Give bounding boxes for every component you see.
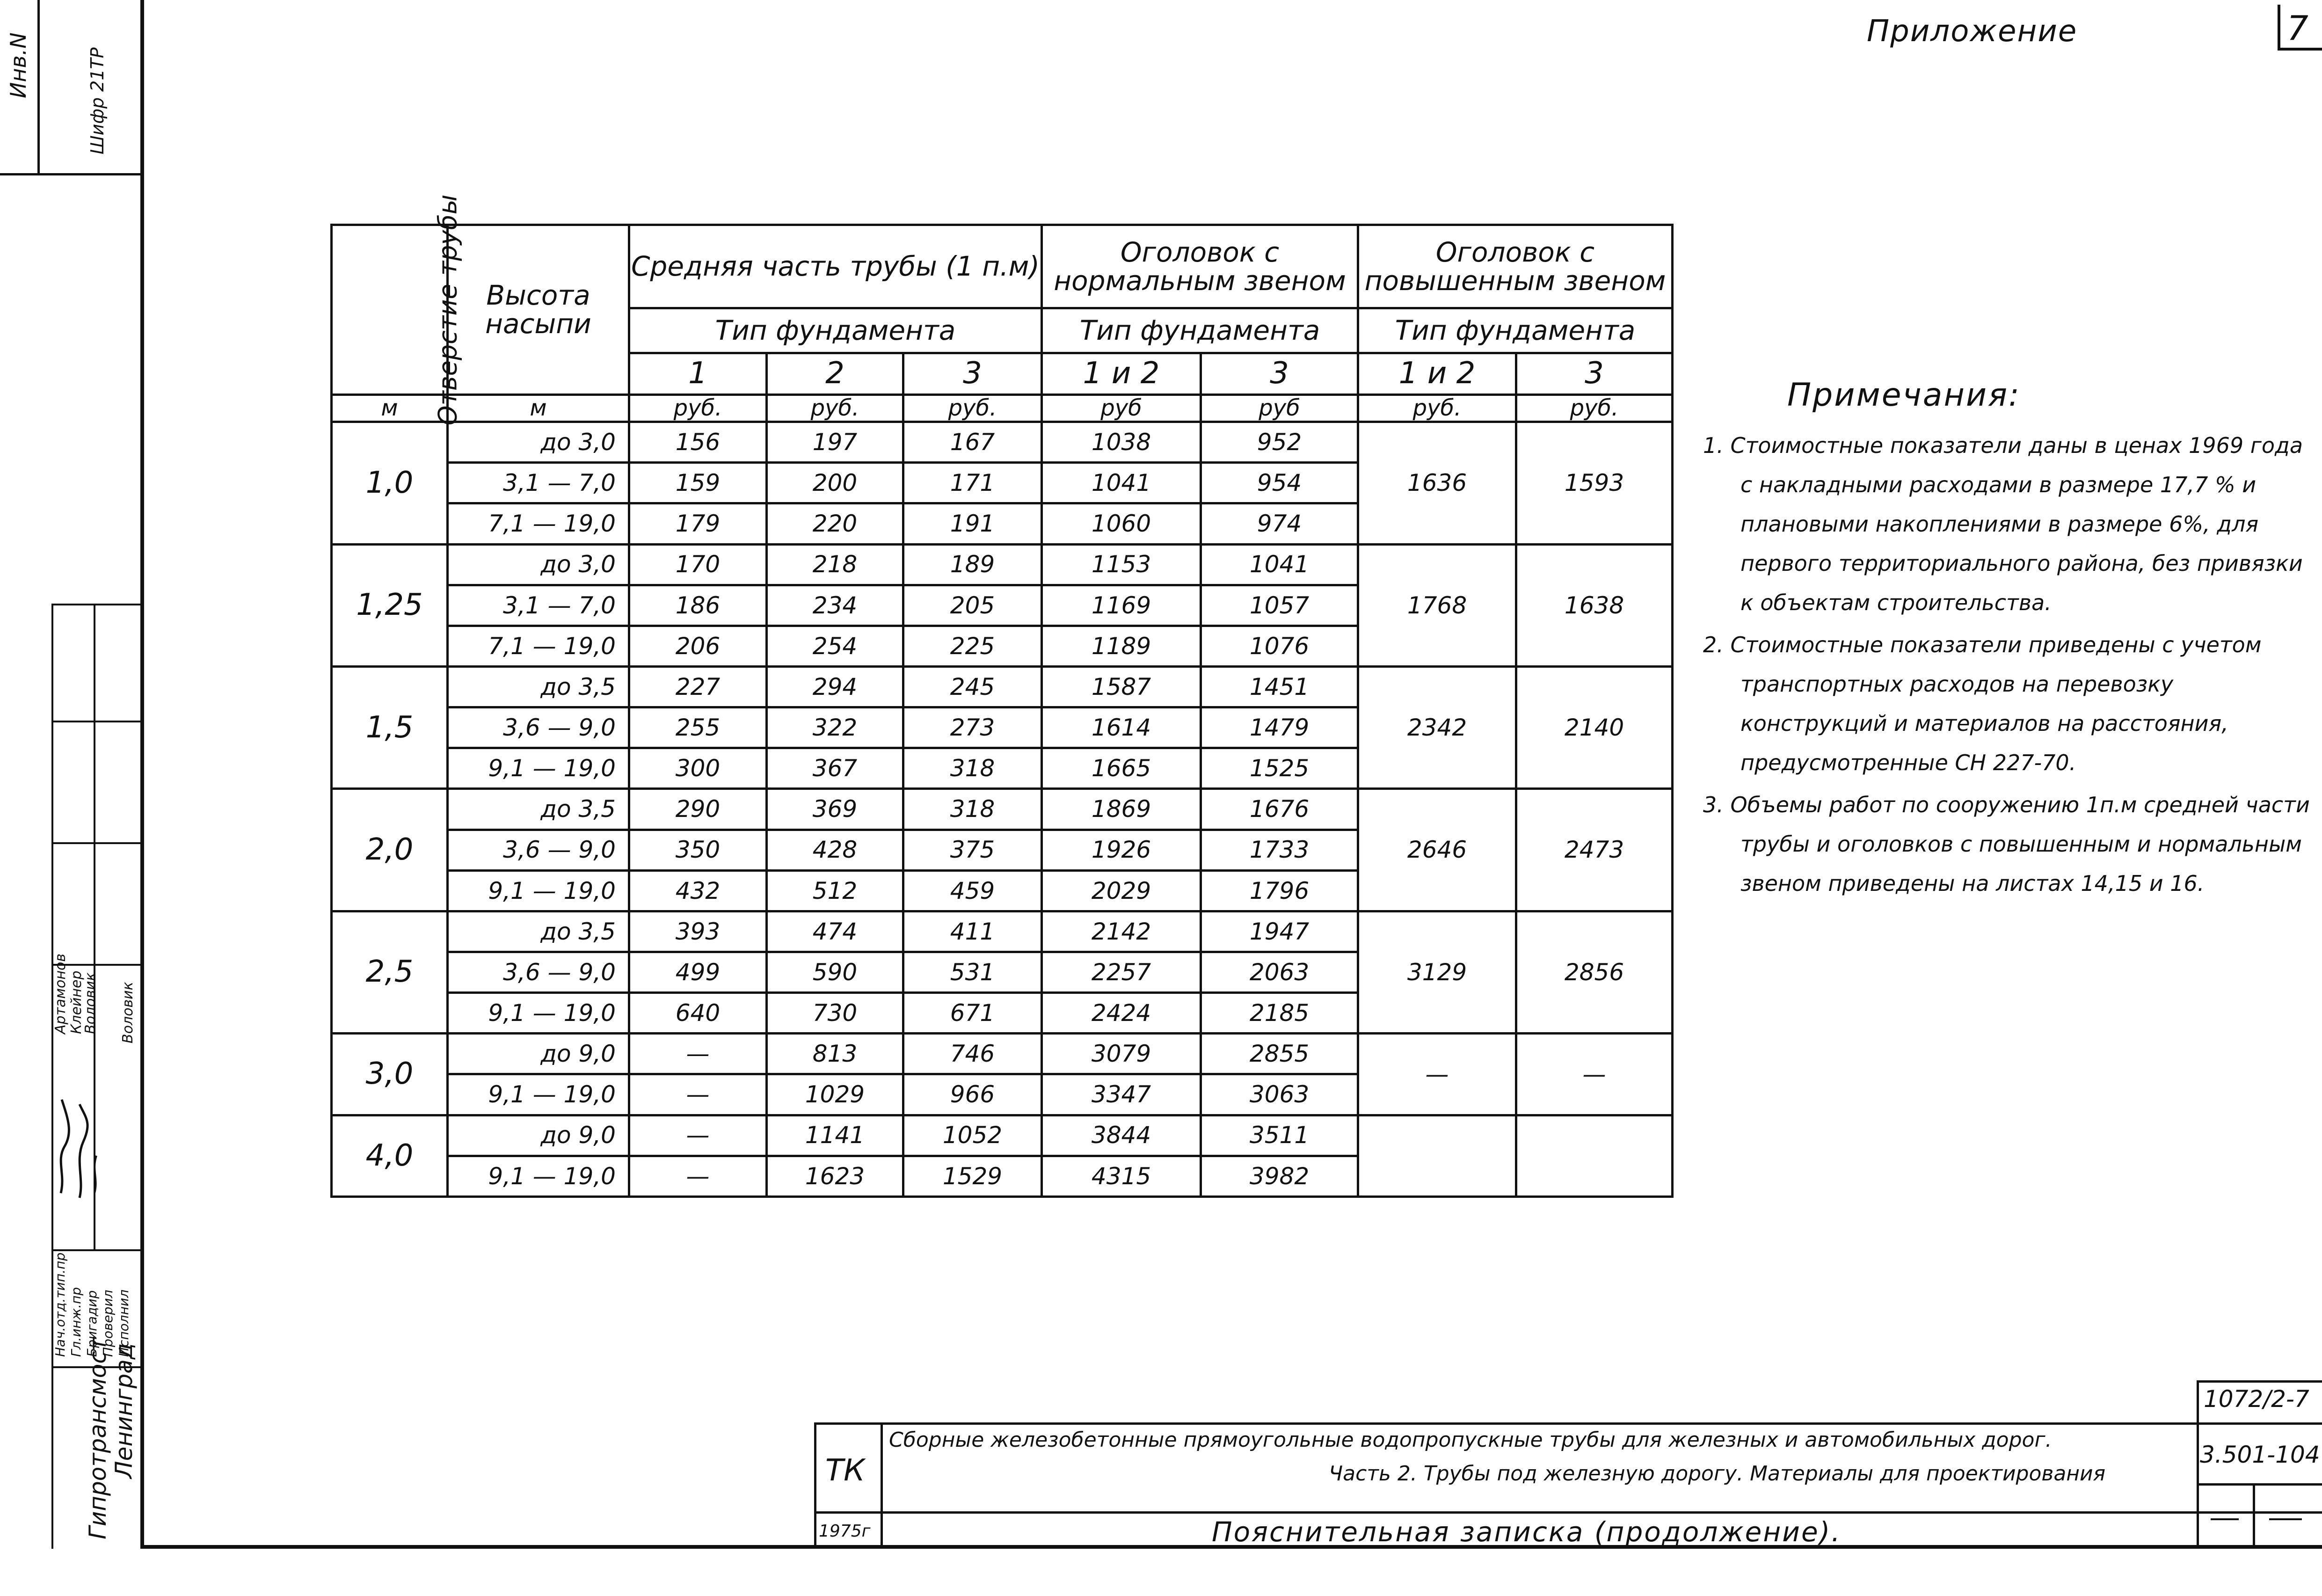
cost-cell: 318	[903, 748, 1042, 789]
cost-cell: 1153	[1042, 544, 1201, 585]
cost-cell: 300	[629, 748, 767, 789]
raised-head-cost-cell: 2856	[1516, 911, 1673, 1033]
name-label: Артамонов	[52, 953, 69, 1034]
cost-cell: 1029	[767, 1074, 903, 1115]
cost-cell: 350	[629, 830, 767, 870]
raised-head-cost-cell: 2140	[1516, 667, 1673, 789]
cost-cell: 1189	[1042, 626, 1201, 666]
cost-cell: 290	[629, 789, 767, 830]
cost-cell: 1041	[1201, 544, 1358, 585]
cost-cell: 206	[629, 626, 767, 666]
raised-head-cost-cell: 1593	[1516, 422, 1673, 544]
cost-cell: 531	[903, 952, 1042, 993]
cost-cell: 191	[903, 503, 1042, 544]
cost-cell: 220	[767, 503, 903, 544]
type-label: 3	[1516, 353, 1673, 394]
foundation-type-header: Тип фундамента	[629, 308, 1042, 353]
cost-cell: 171	[903, 463, 1042, 503]
cost-cell: 2029	[1042, 870, 1201, 911]
raised-head-cost-cell: 1636	[1358, 422, 1516, 544]
role-label: Бригадир	[84, 1290, 100, 1357]
cost-cell: 3079	[1042, 1034, 1201, 1074]
height-range-cell: до 3,0	[448, 422, 629, 463]
cost-cell: 2063	[1201, 952, 1358, 993]
cost-cell: 1623	[767, 1156, 903, 1196]
role-label: Исполнил	[116, 1289, 131, 1357]
left-strip	[0, 0, 140, 1549]
cost-cell: 3347	[1042, 1074, 1201, 1115]
cost-cell: —	[629, 1156, 767, 1196]
unit-label: руб.	[629, 395, 767, 422]
cost-cell: 3063	[1201, 1074, 1358, 1115]
cost-cell: 671	[903, 993, 1042, 1034]
cost-cell: 2855	[1201, 1034, 1358, 1074]
cost-cell: 1869	[1042, 789, 1201, 830]
sheet-number: 7	[2287, 8, 2308, 48]
unit-label: руб	[1201, 395, 1358, 422]
cost-cell: —	[629, 1034, 767, 1074]
inv-label: Инв.N	[6, 32, 31, 98]
hole-size-cell: 2,0	[332, 789, 448, 911]
cost-cell: 1060	[1042, 503, 1201, 544]
height-range-cell: 9,1 — 19,0	[448, 993, 629, 1034]
cost-cell: 590	[767, 952, 903, 993]
cost-cell: 1141	[767, 1115, 903, 1156]
cost-cell: 459	[903, 870, 1042, 911]
cost-cell: 3982	[1201, 1156, 1358, 1196]
cost-cell: 952	[1201, 422, 1358, 463]
unit-label: руб.	[903, 395, 1042, 422]
cost-cell: 3511	[1201, 1115, 1358, 1156]
table-row	[332, 911, 1673, 952]
cost-cell: 3844	[1042, 1115, 1201, 1156]
cost-cell: 813	[767, 1034, 903, 1074]
cost-cell: 1587	[1042, 667, 1201, 707]
height-range-cell: 3,1 — 7,0	[448, 585, 629, 626]
cost-cell: 255	[629, 707, 767, 748]
cost-cell: 2185	[1201, 993, 1358, 1034]
cost-cell: 205	[903, 585, 1042, 626]
foundation-type-header: Тип фундамента	[1042, 308, 1358, 353]
cost-cell: 954	[1201, 463, 1358, 503]
type-label: 1	[629, 353, 767, 394]
type-label: 3	[903, 353, 1042, 394]
role-label: Гл.инж.пр	[68, 1287, 84, 1357]
unit-label: руб	[1042, 395, 1201, 422]
code-label: Шифр 21ТР	[87, 47, 108, 154]
cost-cell: —	[629, 1074, 767, 1115]
role-label: Нач.отд.тип.пр	[52, 1252, 68, 1357]
title-line-1: Сборные железобетонные прямоугольные водопропускные трубы для железных и автомобильных дорог.	[889, 1428, 2052, 1452]
cost-cell: 1796	[1201, 870, 1358, 911]
cost-cell: 1665	[1042, 748, 1201, 789]
cost-cell: 1052	[903, 1115, 1042, 1156]
height-range-cell: 9,1 — 19,0	[448, 748, 629, 789]
height-range-cell: до 9,0	[448, 1034, 629, 1074]
cost-cell: 1926	[1042, 830, 1201, 870]
notes-list	[1703, 426, 2311, 906]
type-label: 1 и 2	[1042, 353, 1201, 394]
cost-cell: 411	[903, 911, 1042, 952]
cost-cell: 730	[767, 993, 903, 1034]
notes-title: Примечания:	[1787, 377, 2021, 414]
group-middle-header: Средняя часть трубы (1 п.м)	[629, 225, 1042, 308]
cost-cell: 367	[767, 748, 903, 789]
height-range-cell: 3,6 — 9,0	[448, 952, 629, 993]
cost-cell: 186	[629, 585, 767, 626]
table-row	[332, 422, 1673, 463]
cost-cell: 1614	[1042, 707, 1201, 748]
year: 1975г	[819, 1522, 871, 1541]
raised-head-cost-cell: —	[1358, 1034, 1516, 1115]
cost-cell: 1525	[1201, 748, 1358, 789]
cost-cell: 428	[767, 830, 903, 870]
unit-label: м	[332, 395, 448, 422]
cost-cell: 1038	[1042, 422, 1201, 463]
cost-cell: 499	[629, 952, 767, 993]
cost-cell: 1057	[1201, 585, 1358, 626]
cost-cell: 234	[767, 585, 903, 626]
raised-head-cost-cell: 2342	[1358, 667, 1516, 789]
cost-cell: 318	[903, 789, 1042, 830]
cost-cell: 254	[767, 626, 903, 666]
unit-label: руб.	[767, 395, 903, 422]
cost-cell: 369	[767, 789, 903, 830]
cost-cell: 1041	[1042, 463, 1201, 503]
cost-cell: 1169	[1042, 585, 1201, 626]
group-head-normal-header: Оголовок с нормальным звеном	[1042, 225, 1358, 308]
title-line-2: Часть 2. Трубы под железную дорогу. Материалы для проектирования	[1329, 1462, 2106, 1486]
org-name: Гипротрансмост	[84, 1337, 111, 1539]
col-height-header: Высота насыпи	[448, 225, 629, 395]
unit-label: руб.	[1358, 395, 1516, 422]
cost-cell: 1451	[1201, 667, 1358, 707]
raised-head-cost-cell: 3129	[1358, 911, 1516, 1033]
height-range-cell: 3,6 — 9,0	[448, 707, 629, 748]
height-range-cell: до 3,5	[448, 667, 629, 707]
raised-head-cost-cell: 2473	[1516, 789, 1673, 911]
raised-head-cost-cell	[1516, 1115, 1673, 1196]
raised-head-cost-cell: 1638	[1516, 544, 1673, 666]
height-range-cell: до 3,5	[448, 789, 629, 830]
series-code: 3.501-104	[2200, 1441, 2320, 1468]
cost-cell: 197	[767, 422, 903, 463]
hole-size-cell: 4,0	[332, 1115, 448, 1196]
table-row	[332, 544, 1673, 585]
height-range-cell: до 9,0	[448, 1115, 629, 1156]
cost-cell: 179	[629, 503, 767, 544]
doc-number-box	[2197, 1380, 2322, 1425]
height-range-cell: 7,1 — 19,0	[448, 503, 629, 544]
height-range-cell: до 3,0	[448, 544, 629, 585]
col-hole-header: Отверстие трубы	[332, 225, 448, 395]
cost-cell: 1947	[1201, 911, 1358, 952]
title-block	[814, 1422, 2322, 1549]
cost-cell: 2142	[1042, 911, 1201, 952]
city-name: Ленинград	[110, 1343, 138, 1479]
cost-cell: 273	[903, 707, 1042, 748]
role-label: Проверил	[100, 1290, 116, 1357]
cost-cell: 225	[903, 626, 1042, 666]
cost-cell: 1676	[1201, 789, 1358, 830]
cost-cell: 294	[767, 667, 903, 707]
unit-label: м	[448, 395, 629, 422]
appendix-label: Приложение	[1867, 14, 2078, 49]
note-item: 2. Стоимостные показатели приведены с учетом транспортных расходов на перевозку конструкций и материалов на расстояния, предусмотренные СН 227-70.	[1703, 632, 2262, 775]
hole-size-cell: 1,25	[332, 544, 448, 666]
group-head-raised-header: Оголовок с повышенным звеном	[1358, 225, 1673, 308]
hole-size-cell: 1,5	[332, 667, 448, 789]
cost-cell: 966	[903, 1074, 1042, 1115]
cost-cell: 227	[629, 667, 767, 707]
cost-cell: 375	[903, 830, 1042, 870]
height-range-cell: 7,1 — 19,0	[448, 626, 629, 666]
cost-cell: 432	[629, 870, 767, 911]
note-item: 3. Объемы работ по сооружению 1п.м средней части трубы и оголовков с повышенным и нормальным звеном приведены на листах 14,15 и 16.	[1703, 792, 2310, 896]
hole-size-cell: 2,5	[332, 911, 448, 1033]
cost-cell: 640	[629, 993, 767, 1034]
raised-head-cost-cell: 1768	[1358, 544, 1516, 666]
cost-cell: 1733	[1201, 830, 1358, 870]
height-range-cell: 9,1 — 19,0	[448, 870, 629, 911]
unit-label: руб.	[1516, 395, 1673, 422]
cost-cell: 2424	[1042, 993, 1201, 1034]
type-label: 2	[767, 353, 903, 394]
height-range-cell: до 3,5	[448, 911, 629, 952]
cost-cell: 474	[767, 911, 903, 952]
cost-cell: 974	[1201, 503, 1358, 544]
raised-head-cost-cell: —	[1516, 1034, 1673, 1115]
table-row	[332, 667, 1673, 707]
table-row	[332, 1115, 1673, 1156]
cost-cell: 4315	[1042, 1156, 1201, 1196]
cost-cell: 167	[903, 422, 1042, 463]
cost-cell: 2257	[1042, 952, 1201, 993]
cost-cell: 159	[629, 463, 767, 503]
name-label: Воловик	[120, 982, 136, 1043]
hole-size-cell: 1,0	[332, 422, 448, 544]
signatures	[51, 1090, 103, 1202]
cost-cell: —	[629, 1115, 767, 1156]
sheet-title: Пояснительная записка (продолжение).	[1212, 1516, 1842, 1548]
cost-cell: 746	[903, 1034, 1042, 1074]
cost-cell: 189	[903, 544, 1042, 585]
name-label: Воловик	[82, 972, 99, 1034]
height-range-cell: 9,1 — 19,0	[448, 1156, 629, 1196]
cost-cell: 245	[903, 667, 1042, 707]
frame-left-border	[140, 0, 144, 1549]
cost-cell: 218	[767, 544, 903, 585]
note-item: 1. Стоимостные показатели даны в ценах 1969 года с накладными расходами в размере 17,7 % и плановыми накоплениями в размере 6%, для первого территориального района, без привязки к объектам строительства.	[1703, 433, 2303, 615]
doc-number: 1072/2-7	[2204, 1385, 2309, 1413]
cost-cell: 512	[767, 870, 903, 911]
cost-cell: 1479	[1201, 707, 1358, 748]
foundation-type-header: Тип фундамента	[1358, 308, 1673, 353]
cost-cell: 1076	[1201, 626, 1358, 666]
table-row	[332, 1034, 1673, 1074]
height-range-cell: 3,1 — 7,0	[448, 463, 629, 503]
cost-cell: 170	[629, 544, 767, 585]
raised-head-cost-cell: 2646	[1358, 789, 1516, 911]
height-range-cell: 3,6 — 9,0	[448, 830, 629, 870]
cost-cell: 322	[767, 707, 903, 748]
type-label: 3	[1201, 353, 1358, 394]
type-label: 1 и 2	[1358, 353, 1516, 394]
table-row	[332, 789, 1673, 830]
height-range-cell: 9,1 — 19,0	[448, 1074, 629, 1115]
cost-cell: 156	[629, 422, 767, 463]
cost-cell: 200	[767, 463, 903, 503]
org-code: ТК	[825, 1453, 865, 1488]
hole-size-cell: 3,0	[332, 1034, 448, 1115]
cost-cell: 393	[629, 911, 767, 952]
cost-cell: 1529	[903, 1156, 1042, 1196]
name-label: Клейнер	[68, 970, 85, 1034]
cost-table	[330, 194, 1674, 1198]
raised-head-cost-cell	[1358, 1115, 1516, 1196]
